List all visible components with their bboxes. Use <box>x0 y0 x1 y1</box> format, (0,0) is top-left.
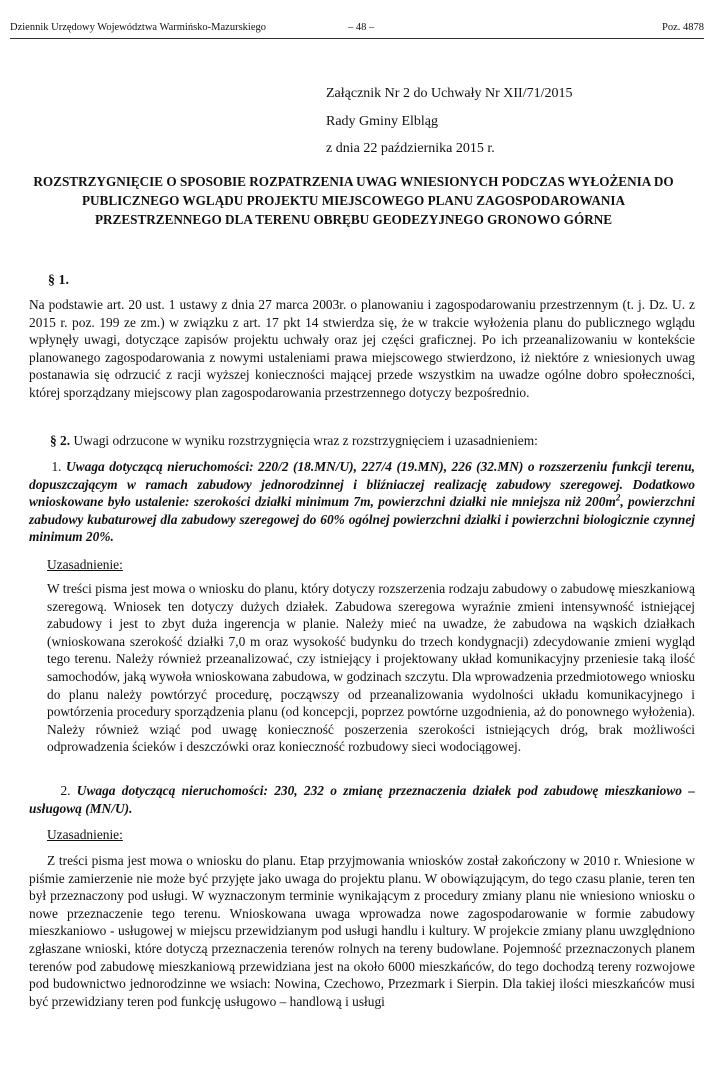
item-1-justification-label <box>47 556 695 574</box>
item-1-justification-text: W treści pisma jest mowa o wniosku do planu, który dotyczy rozszerzenia rodzaju zabudowy o zabudowę mieszkaniową szeregową. Wniosek ten dotyczy dużych działek. Zabudowa szeregowa wyraźnie zmieni intensywność istniejącej zabudowy i jest to zbyt duża ingerencja w planie. Należy mieć na uwadze, że zabudowa na wąskich działkach (wnioskowana szerokość działki 7,0 m oraz wysokość budynku do trzech kondygnacji) zdecydowanie zmieni wygląd tego terenu. Należy również przeanalizować, czy istniejący i projektowany układ komunikacyjny przeniesie taką ilość samochodów, jaką wywoła wnioskowana zabudowa, w godzinach szczytu. Dla wprowadzenia przedmiotowego wniosku do planu należy powtórzyć procedurę, począwszy od przeanalizowania wydolności układu komunikacyjnego i powtórzenia procedury sporządzenia planu (od koncepcji, poprzez powtórne uzgodnienia, aż do ponownego wyłożenia). Należy również wziąć pod uwagę konieczność poszerzenia szerokości istniejących dróg, brak możliwości odprowadzenia ścieków i deszczówki oraz konieczność rozbudowy sieci wodociągowej. <box>47 581 695 755</box>
item-1-justification <box>47 580 695 756</box>
section-1-body: Na podstawie art. 20 ust. 1 ustawy z dnia 27 marca 2003r. o planowaniu i zagospodarowaniu przestrzennym (t. j. Dz. U. z 2015 r. poz. 199 ze zm.) w związku z art. 17 pkt 14 stwierdza się, że w trakcie wyłożenia planu do publicznego wglądu wpłynęły uwagi, dotyczące zapisów projektu uchwały oraz jej części graficznej. Po ich przeanalizowaniu w kontekście planowanego zagospodarowania z nowymi ustaleniami prawa miejscowego stwierdzono, iż niektóre z wniesionych uwag postanawia się odrzucić z racji wyższej konieczności mającej przede wszystkim na uwadze ogólne dobro społeczności, której sporządzany miejscowy plan zagospodarowania przestrzennego dotyczy bezpośrednio. <box>29 297 695 400</box>
section-1-text <box>29 296 695 402</box>
attachment-line-3: z dnia 22 października 2015 r. <box>326 141 495 156</box>
attachment-line-1: Załącznik Nr 2 do Uchwały Nr XII/71/2015 <box>326 86 573 101</box>
justification-label-2: Uzasadnienie: <box>47 827 123 842</box>
item-2-text: Uwaga dotyczącą nieruchomości: 230, 232 o zmianę przeznaczenia działek pod zabudowę mieszkaniowo – usługową (MN/U). <box>29 783 695 816</box>
item-2-justification <box>29 852 695 1034</box>
item-2-justification-label <box>47 826 695 844</box>
position-number: Poz. 4878 <box>662 22 704 33</box>
item-1-text-a: Uwaga dotyczącą nieruchomości: 220/2 (18.MN/U), 227/4 (19.MN), 226 (32.MN) o rozszerzeniu funkcji terenu, dopuszczającym w ramach zabudowy jednorodzinnej i bliźniaczej realizację zabudowy szeregowej. Dodatkowo wnioskowane było ustalenie: szerokości działki minimum 7m, powierzchni działki nie mniejsza niż 200m <box>29 459 695 510</box>
item-2 <box>29 782 695 817</box>
justification-label: Uzasadnienie: <box>47 557 123 572</box>
page-header <box>10 22 704 39</box>
page-number: – 48 – <box>348 22 375 33</box>
item-1-number: 1. <box>51 459 62 474</box>
item-1-text-b: , powierzchni zabudowy kubaturowej dla zabudowy szeregowej do 60% ogólnej powierzchni działki i powierzchni biologicznie czynnej minimum 20%. <box>29 494 695 545</box>
document-title: ROZSTRZYGNIĘCIE O SPOSOBIE ROZPATRZENIA UWAG WNIESIONYCH PODCZAS WYŁOŻENIA DO PUBLICZNEGO WGLĄDU PROJEKTU MIEJSCOWEGO PLANU ZAGOSPODAROWANIA PRZESTRZENNEGO DLA TERENU OBRĘBU GEODEZYJNEGO GRONOWO GÓRNE <box>33 174 674 227</box>
section-2 <box>50 432 695 450</box>
item-2-justification-text: Z treści pisma jest mowa o wniosku do planu. Etap przyjmowania wniosków został zakończony w 2010 r. Wniesione w piśmie zamierzenie nie może być przyjęte jako uwaga do projektu planu. W obowiązującym, do tego czasu planie, teren ten był przeznaczony pod usługi. W wyznaczonym terminie wynikającym z procedury zmiany planu nie wniesiono wniosku o nowe przeznaczenie tego terenu. Wnioskowana uwaga wprowadza nowe zagospodarowanie w formie zabudowy mieszkaniowo - usługowej w miejscu przewidzianym pod usługi handlu i kultury. W projekcie zmiany planu uwzględniono zgłaszane wnioski, które dotyczą przeznaczenia terenów rolnych na tereny budowlane. Pojemność przeznaczonych planem terenów pod zabudowę mieszkaniową przewidziana jest na około 6000 mieszkańców, do tego dochodzą tereny rozwojowe pod budownictwo jednorodzinne we wsiach: Nowina, Czechowo, Przezmark i Sierpin. Dla takiej ilości mieszkańców musi być przewidziany teren pod funkcję usługowo – handlową i usługi <box>29 853 695 1009</box>
section-2-heading: § 2. <box>50 433 71 448</box>
section-1-heading: § 1. <box>48 273 69 288</box>
section-2-text: Uwagi odrzucone w wyniku rozstrzygnięcia wraz z rozstrzygnięciem i uzasadnieniem: <box>73 433 538 448</box>
item-1 <box>29 458 695 546</box>
item-1-sup: 2 <box>615 492 621 503</box>
journal-name: Dziennik Urzędowy Województwa Warmińsko-Mazurskiego <box>10 22 266 33</box>
attachment-line-2: Rady Gminy Elbląg <box>326 114 438 129</box>
item-2-number: 2. <box>60 783 71 798</box>
